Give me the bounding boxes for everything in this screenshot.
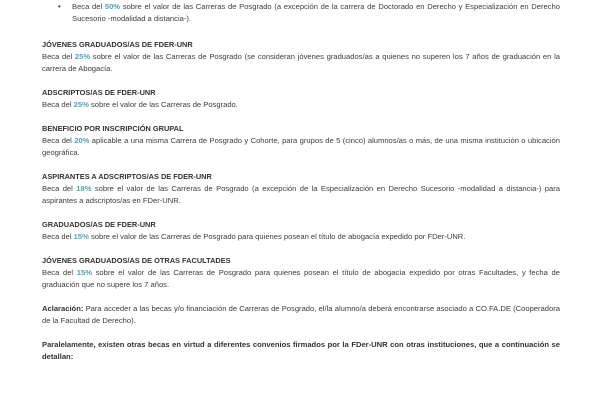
section-body: Beca del 25% sobre el valor de las Carreras de Posgrado.	[42, 100, 238, 109]
section-body: Beca del 18% sobre el valor de las Carreras de Posgrado (a excepción de la Especialización en Derecho Sucesorio -modalidad a distancia-) para aspirantes a adscriptos/as en FDer-UNR.	[42, 184, 560, 205]
section-heading: ADSCRIPTOS/AS DE FDER-UNR	[42, 88, 156, 97]
section-body: Beca del 25% sobre el valor de las Carreras de Posgrado (se consideran jóvenes graduados/as a quienes no superen los 7 años de graduación en la carrera de Abogacía.	[42, 52, 560, 73]
bullet-dot-icon: •	[58, 2, 61, 11]
aclaracion-text: Aclaración: Para acceder a las becas y/o financiación de Carreras de Posgrado, el/la alumno/a deberá encontrarse asociado a CO.FA.DE (Cooperadora de la Facultad de Derecho).	[42, 304, 560, 325]
bullet-text: Beca del 50% sobre el valor de las Carreras de Posgrado (a excepción de la carrera de Doctorado en Derecho y Especialización en Derecho Sucesorio -modalidad a distancia-).	[72, 2, 560, 23]
section-jovenes-graduados	[42, 39, 560, 75]
percentage: 25%	[73, 100, 89, 109]
section-body: Beca del 20% aplicable a una misma Carrera de Posgrado y Cohorte, para grupos de 5 (cinco) alumnos/as o más, de una misma institución o ubicación geográfica.	[42, 136, 560, 157]
section-body: Beca del 15% sobre el valor de las Carreras de Posgrado para quienes posean el título de abogacía expedido por FDer-UNR.	[42, 232, 466, 241]
section-inscripcion-grupal	[42, 123, 560, 159]
aclaracion-label: Aclaración:	[42, 304, 84, 313]
section-graduados	[42, 219, 560, 243]
section-heading: GRADUADOS/AS DE FDER-UNR	[42, 220, 156, 229]
percentage: 20%	[74, 136, 90, 145]
section-heading: BENEFICIO POR INSCRIPCIÓN GRUPAL	[42, 124, 184, 133]
bullet-item	[58, 1, 560, 25]
section-aspirantes-adscriptos	[42, 171, 560, 207]
percentage: 15%	[73, 232, 89, 241]
percentage: 50%	[104, 2, 121, 11]
aclaracion-note	[42, 303, 560, 327]
percentage: 18%	[76, 184, 92, 193]
section-jovenes-otras-facultades	[42, 255, 560, 291]
section-adscriptos	[42, 87, 560, 111]
closing-paragraph	[42, 339, 560, 363]
section-body: Beca del 15% sobre el valor de las Carreras de Posgrado para quienes posean el título de abogacía expedido por otras Facultades, y fecha de graduación que no supere los 7 años.	[42, 268, 560, 289]
percentage: 25%	[74, 52, 91, 61]
section-heading: JÓVENES GRADUADOS/AS DE OTRAS FACULTADES	[42, 256, 231, 265]
section-heading: JÓVENES GRADUADOS/AS DE FDER-UNR	[42, 40, 193, 49]
closing-text: Paralelamente, existen otras becas en virtud a diferentes convenios firmados por la FDer-UNR con otras instituciones, que a continuación se detallan:	[42, 340, 560, 361]
document-page	[42, 0, 560, 363]
section-heading: ASPIRANTES A ADSCRIPTOS/AS DE FDER-UNR	[42, 172, 212, 181]
percentage: 15%	[76, 268, 92, 277]
